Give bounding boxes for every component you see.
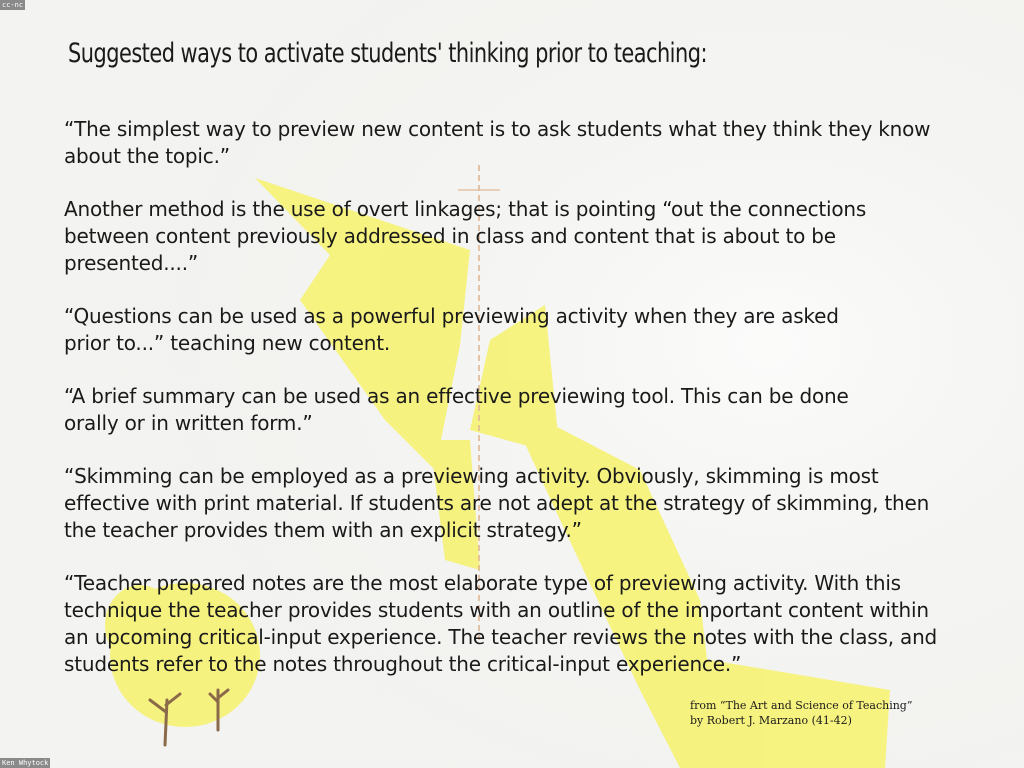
paragraph-skimming: “Skimming can be employed as a previewing activity. Obviously, skimming is most effective with print material. If students are not adept at the strategy of skimming, then the teacher provides them with an explicit strategy.” (64, 464, 930, 542)
license-watermark: cc-nc (2, 1, 24, 9)
paragraph-brief-summary: “A brief summary can be used as an effective previewing tool. This can be done orally or in written form.” (64, 384, 849, 435)
citation-author: by Robert J. Marzano (41-42) (690, 714, 852, 727)
citation (690, 698, 912, 728)
paragraph-teacher-notes: “Teacher prepared notes are the most elaborate type of previewing activity. With this technique the teacher provides students with an outline of the important content within an upcoming critical-input experience. The teacher reviews the notes with the class, and students refer to the notes throughout the critical-input experience.” (64, 571, 938, 676)
author-watermark: Ken Whytock (2, 759, 49, 767)
slide-body (64, 116, 994, 704)
paragraph-questions: “Questions can be used as a powerful previewing activity when they are asked prior to...” teaching new content. (64, 304, 839, 355)
paragraph-simplest-way: “The simplest way to preview new content is to ask students what they think they know about the topic.” (64, 117, 931, 168)
citation-source: from “The Art and Science of Teaching” (690, 699, 913, 712)
paragraph-overt-linkages: Another method is the use of overt linkages; that is pointing “out the connections between content previously addressed in class and content that is about to be presented....” (64, 197, 867, 275)
slide-title: Suggested ways to activate students' thinking prior to teaching: (68, 38, 707, 69)
